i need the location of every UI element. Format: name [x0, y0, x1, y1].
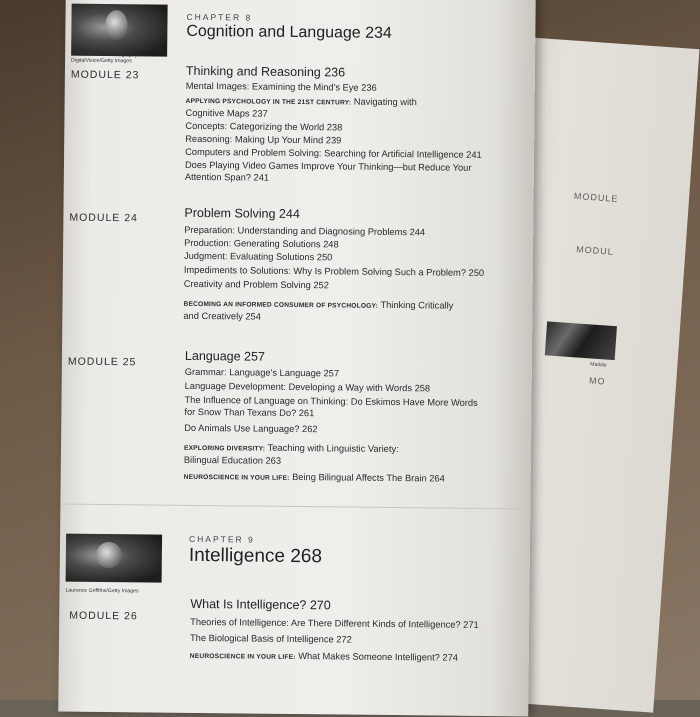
toc-entry: Production: Generating Solutions 248: [184, 237, 339, 250]
module-24-label: MODULE 24: [69, 211, 139, 225]
chapter-8-title: Cognition and Language 234: [186, 22, 392, 42]
module-26-heading: What Is Intelligence? 270: [190, 596, 331, 613]
toc-entry: Impediments to Solutions: Why Is Problem Solving Such a Problem? 250: [183, 264, 485, 278]
toc-entry: Language Development: Developing a Way with Words 258: [184, 380, 431, 394]
toc-entry: NEUROSCIENCE IN YOUR LIFE: Being Bilingual Affects The Brain 264: [183, 471, 445, 484]
toc-entry: Concepts: Categorizing the World 238: [185, 120, 343, 133]
toc-entry: The Biological Basis of Intelligence 272: [189, 632, 352, 645]
toc-entry: The Influence of Language on Thinking: Do Eskimos Have More Words for Snow Than Texans Do? 261: [184, 394, 478, 418]
right-page-module-1: MODULE: [573, 190, 619, 204]
toc-entry: NEUROSCIENCE IN YOUR LIFE: What Makes Someone Intelligent? 274: [189, 651, 459, 663]
right-page-photo-credit: Maddie: [590, 361, 607, 369]
chapter-8-photo-credit: Andersen Ross Photography Inc/ DigitalVision/Getty Images: [71, 51, 148, 65]
module-26-label: MODULE 26: [69, 609, 138, 623]
chapter-9-label: CHAPTER 9: [189, 533, 255, 545]
toc-entry: APPLYING PSYCHOLOGY IN THE 21ST CENTURY: Navigating with Cognitive Maps 237: [185, 96, 417, 119]
chapter-9-photo: [66, 534, 162, 583]
toc-entry: Theories of Intelligence: Are There Different Kinds of Intelligence? 271: [190, 616, 479, 630]
chapter-9-title: Intelligence 268: [188, 544, 323, 568]
module-24-heading: Problem Solving 244: [184, 205, 300, 222]
toc-entry: Does Playing Video Games Improve Your Thinking—but Reduce Your Attention Span? 241: [184, 159, 472, 183]
toc-entry: Judgment: Evaluating Solutions 250: [183, 250, 333, 263]
contents-page: [58, 0, 536, 716]
chapter-8-label: CHAPTER 8: [186, 11, 253, 23]
right-page-photo: [545, 321, 617, 360]
right-page-module-2: MODUL: [575, 244, 615, 257]
chapter-divider: [60, 504, 530, 510]
toc-entry: BECOMING AN INFORMED CONSUMER OF PSYCHOLOGY: Thinking Critically and Creatively 254: [183, 299, 454, 322]
toc-entry: Grammar: Language's Language 257: [184, 366, 340, 379]
toc-entry: EXPLORING DIVERSITY: Teaching with Linguistic Variety: Bilingual Education 263: [183, 442, 399, 466]
module-23-label: MODULE 23: [70, 68, 140, 82]
module-25-heading: Language 257: [184, 348, 265, 364]
toc-entry: Reasoning: Making Up Your Mind 239: [185, 133, 342, 146]
toc-entry: Creativity and Problem Solving 252: [183, 278, 329, 291]
module-25-label: MODULE 25: [67, 355, 137, 369]
toc-entry: Computers and Problem Solving: Searching for Artificial Intelligence 241: [185, 146, 482, 160]
right-page-module-3: MO: [588, 375, 606, 387]
toc-entry: Preparation: Understanding and Diagnosing Problems 244: [184, 224, 426, 238]
module-23-heading: Thinking and Reasoning 236: [185, 63, 346, 80]
chapter-8-photo: [71, 4, 168, 57]
toc-entry: Do Animals Use Language? 262: [184, 422, 318, 435]
chapter-9-photo-credit: Laurence Griffiths/Getty Images: [65, 587, 139, 595]
toc-entry: Mental Images: Examining the Mind's Eye 236: [185, 80, 377, 93]
